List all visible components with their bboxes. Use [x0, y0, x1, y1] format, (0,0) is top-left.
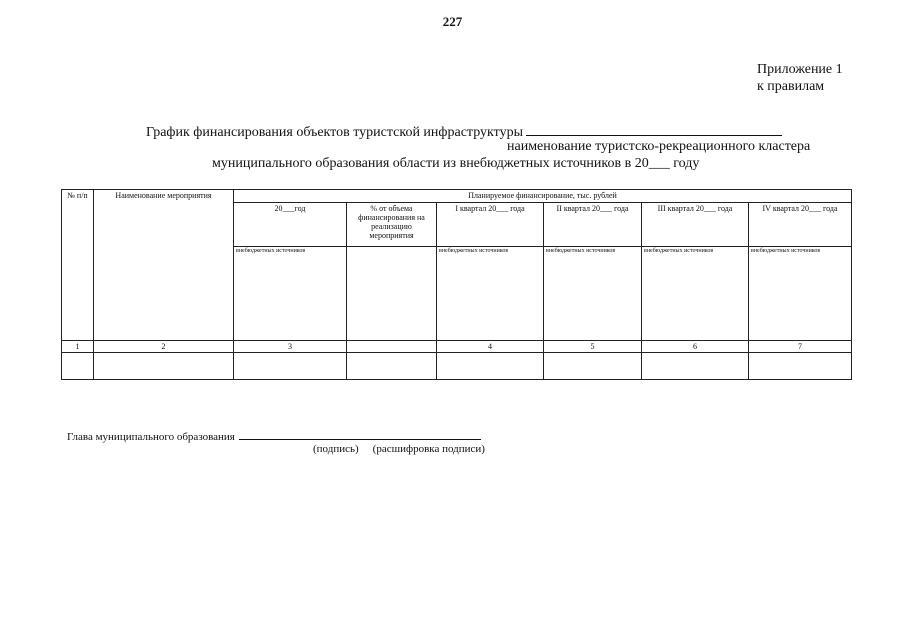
header-num: № п/п [62, 190, 94, 341]
table-cell [234, 353, 347, 380]
header-q3: III квартал 20___ года [642, 203, 749, 247]
header-year: 20___год [234, 203, 347, 247]
title-line-2: наименование туристско-рекреационного кластера [507, 139, 811, 154]
table-cell [94, 353, 234, 380]
column-number: 7 [749, 341, 852, 353]
source-year: внебюджетных источников [234, 247, 347, 341]
caption-sign: (подпись) [313, 443, 359, 455]
appendix-line-1: Приложение 1 [757, 62, 843, 77]
title-line-1: График финансирования объектов туристской инфраструктуры [146, 125, 523, 140]
table-cell [749, 353, 852, 380]
source-q2: внебюджетных источников [544, 247, 642, 341]
appendix-note [757, 61, 843, 95]
caption-decode: (расшифровка подписи) [372, 443, 485, 455]
table-cell [347, 353, 437, 380]
table-cell [642, 353, 749, 380]
page-number: 227 [442, 14, 463, 29]
empty-data-row [62, 353, 852, 380]
source-q1: внебюджетных источников [437, 247, 544, 341]
source-percent-empty [347, 247, 437, 341]
financing-table [61, 189, 852, 380]
column-number: 3 [234, 341, 347, 353]
signature-label: Глава муниципального образования [67, 431, 235, 443]
source-q3: внебюджетных источников [642, 247, 749, 341]
column-number-row [62, 341, 852, 353]
header-planned-financing: Планируемое финансирование, тыс. рублей [234, 190, 852, 203]
column-number: 6 [642, 341, 749, 353]
signature-block [67, 429, 481, 443]
document-title [146, 121, 782, 141]
table-cell [544, 353, 642, 380]
column-number: 2 [94, 341, 234, 353]
title-line-3: муниципального образования области из внебюджетных источников в 20___ году [212, 156, 700, 171]
header-q2: II квартал 20___ года [544, 203, 642, 247]
source-q4: внебюджетных источников [749, 247, 852, 341]
header-q1: I квартал 20___ года [437, 203, 544, 247]
header-percent: % от объема финансирования на реализацию мероприятия [347, 203, 437, 247]
header-name: Наименование мероприятия [94, 190, 234, 341]
table-cell [62, 353, 94, 380]
column-number: 1 [62, 341, 94, 353]
column-number [347, 341, 437, 353]
header-q4: IV квартал 20___ года [749, 203, 852, 247]
column-number: 4 [437, 341, 544, 353]
table-cell [437, 353, 544, 380]
appendix-line-2: к правилам [757, 79, 825, 94]
header-row-1 [62, 190, 852, 203]
signature-blank [239, 429, 481, 440]
signature-caption [313, 443, 499, 455]
column-number: 5 [544, 341, 642, 353]
cluster-name-blank [526, 121, 782, 136]
